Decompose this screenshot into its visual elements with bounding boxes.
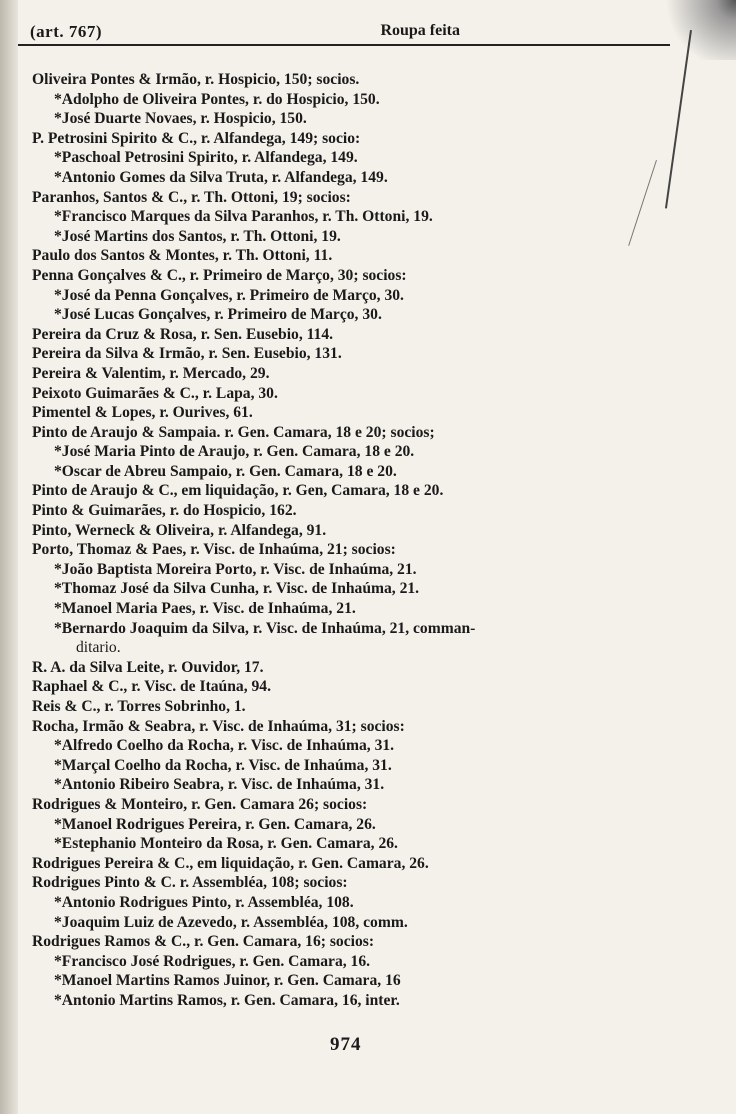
partner-entry: *Manoel Rodrigues Pereira, r. Gen. Camara, 26.: [54, 815, 376, 833]
firm-entry: Pinto de Araujo & Sampaia. r. Gen. Camara, 18 e 20; socios;: [32, 423, 435, 441]
partner-entry: *Manoel Maria Paes, r. Visc. de Inhaúma, 21.: [54, 600, 356, 618]
entry-list: [32, 70, 692, 1011]
partner-entry: *Oscar de Abreu Sampaio, r. Gen. Camara, 18 e 20.: [54, 462, 397, 480]
firm-entry: Pimentel & Lopes, r. Ourives, 61.: [32, 404, 253, 422]
partner-entry: *Estephanio Monteiro da Rosa, r. Gen. Camara, 26.: [54, 835, 398, 853]
partner-entry: *Joaquim Luiz de Azevedo, r. Assembléa, 108, comm.: [54, 913, 408, 931]
firm-entry: Paranhos, Santos & C., r. Th. Ottoni, 19; socios:: [32, 188, 351, 206]
partner-entry: *Francisco Marques da Silva Paranhos, r. Th. Ottoni, 19.: [54, 208, 433, 226]
firm-entry: Paulo dos Santos & Montes, r. Th. Ottoni, 11.: [32, 247, 333, 265]
firm-entry: Peixoto Guimarães & C., r. Lapa, 30.: [32, 384, 278, 402]
entry-continuation: ditario.: [76, 639, 121, 657]
article-number: (art. 767): [30, 22, 103, 41]
partner-entry: *Bernardo Joaquim da Silva, r. Visc. de Inhaúma, 21, comman-: [54, 619, 476, 637]
firm-entry: Rodrigues Pereira & C., em liquidação, r. Gen. Camara, 26.: [32, 854, 429, 872]
firm-entry: Reis & C., r. Torres Sobrinho, 1.: [32, 698, 246, 715]
firm-entry: Pereira da Cruz & Rosa, r. Sen. Eusebio, 114.: [32, 325, 334, 343]
partner-entry: *Antonio Ribeiro Seabra, r. Visc. de Inhaúma, 31.: [54, 776, 385, 794]
partner-entry: *Antonio Rodrigues Pinto, r. Assembléa, 108.: [54, 893, 354, 911]
running-header: [30, 22, 670, 46]
partner-entry: *Marçal Coelho da Rocha, r. Visc. de Inhaúma, 31.: [54, 756, 392, 774]
firm-entry: Pinto de Araujo & C., em liquidação, r. Gen, Camara, 18 e 20.: [32, 482, 444, 500]
firm-entry: Pereira da Silva & Irmão, r. Sen. Eusebio, 131.: [32, 345, 342, 363]
firm-entry: R. A. da Silva Leite, r. Ouvidor, 17.: [32, 658, 264, 676]
firm-entry: Oliveira Pontes & Irmão, r. Hospicio, 150; socios.: [32, 71, 360, 88]
partner-entry: *José Martins dos Santos, r. Th. Ottoni, 19.: [54, 227, 341, 245]
firm-entry: Pereira & Valentim, r. Mercado, 29.: [32, 364, 270, 382]
partner-entry: *José Lucas Gonçalves, r. Primeiro de Março, 30.: [54, 306, 382, 324]
partner-entry: *Antonio Martins Ramos, r. Gen. Camara, 16, inter.: [54, 991, 400, 1009]
partner-entry: *José Maria Pinto de Araujo, r. Gen. Camara, 18 e 20.: [54, 443, 415, 461]
page-number: 974: [330, 1034, 362, 1055]
firm-entry: Raphael & C., r. Visc. de Itaúna, 94.: [32, 678, 271, 696]
partner-entry: *Alfredo Coelho da Rocha, r. Visc. de Inhaúma, 31.: [54, 737, 395, 755]
firm-entry: Rocha, Irmão & Seabra, r. Visc. de Inhaúma, 31; socios:: [32, 717, 405, 735]
partner-entry: *Francisco José Rodrigues, r. Gen. Camara, 16.: [54, 952, 371, 970]
partner-entry: *José Duarte Novaes, r. Hospicio, 150.: [54, 110, 307, 128]
firm-entry: Penna Gonçalves & C., r. Primeiro de Março, 30; socios:: [32, 266, 407, 284]
partner-entry: *João Baptista Moreira Porto, r. Visc. de Inhaúma, 21.: [54, 560, 417, 578]
page-edge-shadow: [0, 0, 18, 1114]
partner-entry: *Paschoal Petrosini Spirito, r. Alfandega, 149.: [54, 149, 358, 167]
firm-entry: P. Petrosini Spirito & C., r. Alfandega, 149; socio:: [32, 129, 361, 147]
partner-entry: *Adolpho de Oliveira Pontes, r. do Hospicio, 150.: [54, 90, 380, 108]
firm-entry: Rodrigues & Monteiro, r. Gen. Camara 26; socios:: [32, 795, 368, 813]
firm-entry: Porto, Thomaz & Paes, r. Visc. de Inhaúma, 21; socios:: [32, 541, 396, 559]
header-rule: [18, 44, 670, 46]
section-title: Roupa feita: [380, 22, 460, 39]
firm-entry: Pinto & Guimarães, r. do Hospicio, 162.: [32, 502, 297, 520]
firm-entry: Rodrigues Pinto & C. r. Assembléa, 108; socios:: [32, 874, 348, 892]
firm-entry: Rodrigues Ramos & C., r. Gen. Camara, 16; socios:: [32, 933, 375, 951]
firm-entry: Pinto, Werneck & Oliveira, r. Alfandega, 91.: [32, 521, 327, 539]
partner-entry: *Thomaz José da Silva Cunha, r. Visc. de Inhaúma, 21.: [54, 580, 420, 598]
partner-entry: *Antonio Gomes da Silva Truta, r. Alfandega, 149.: [54, 168, 388, 186]
partner-entry: *Manoel Martins Ramos Juinor, r. Gen. Camara, 16: [54, 972, 401, 990]
partner-entry: *José da Penna Gonçalves, r. Primeiro de Março, 30.: [54, 286, 404, 304]
